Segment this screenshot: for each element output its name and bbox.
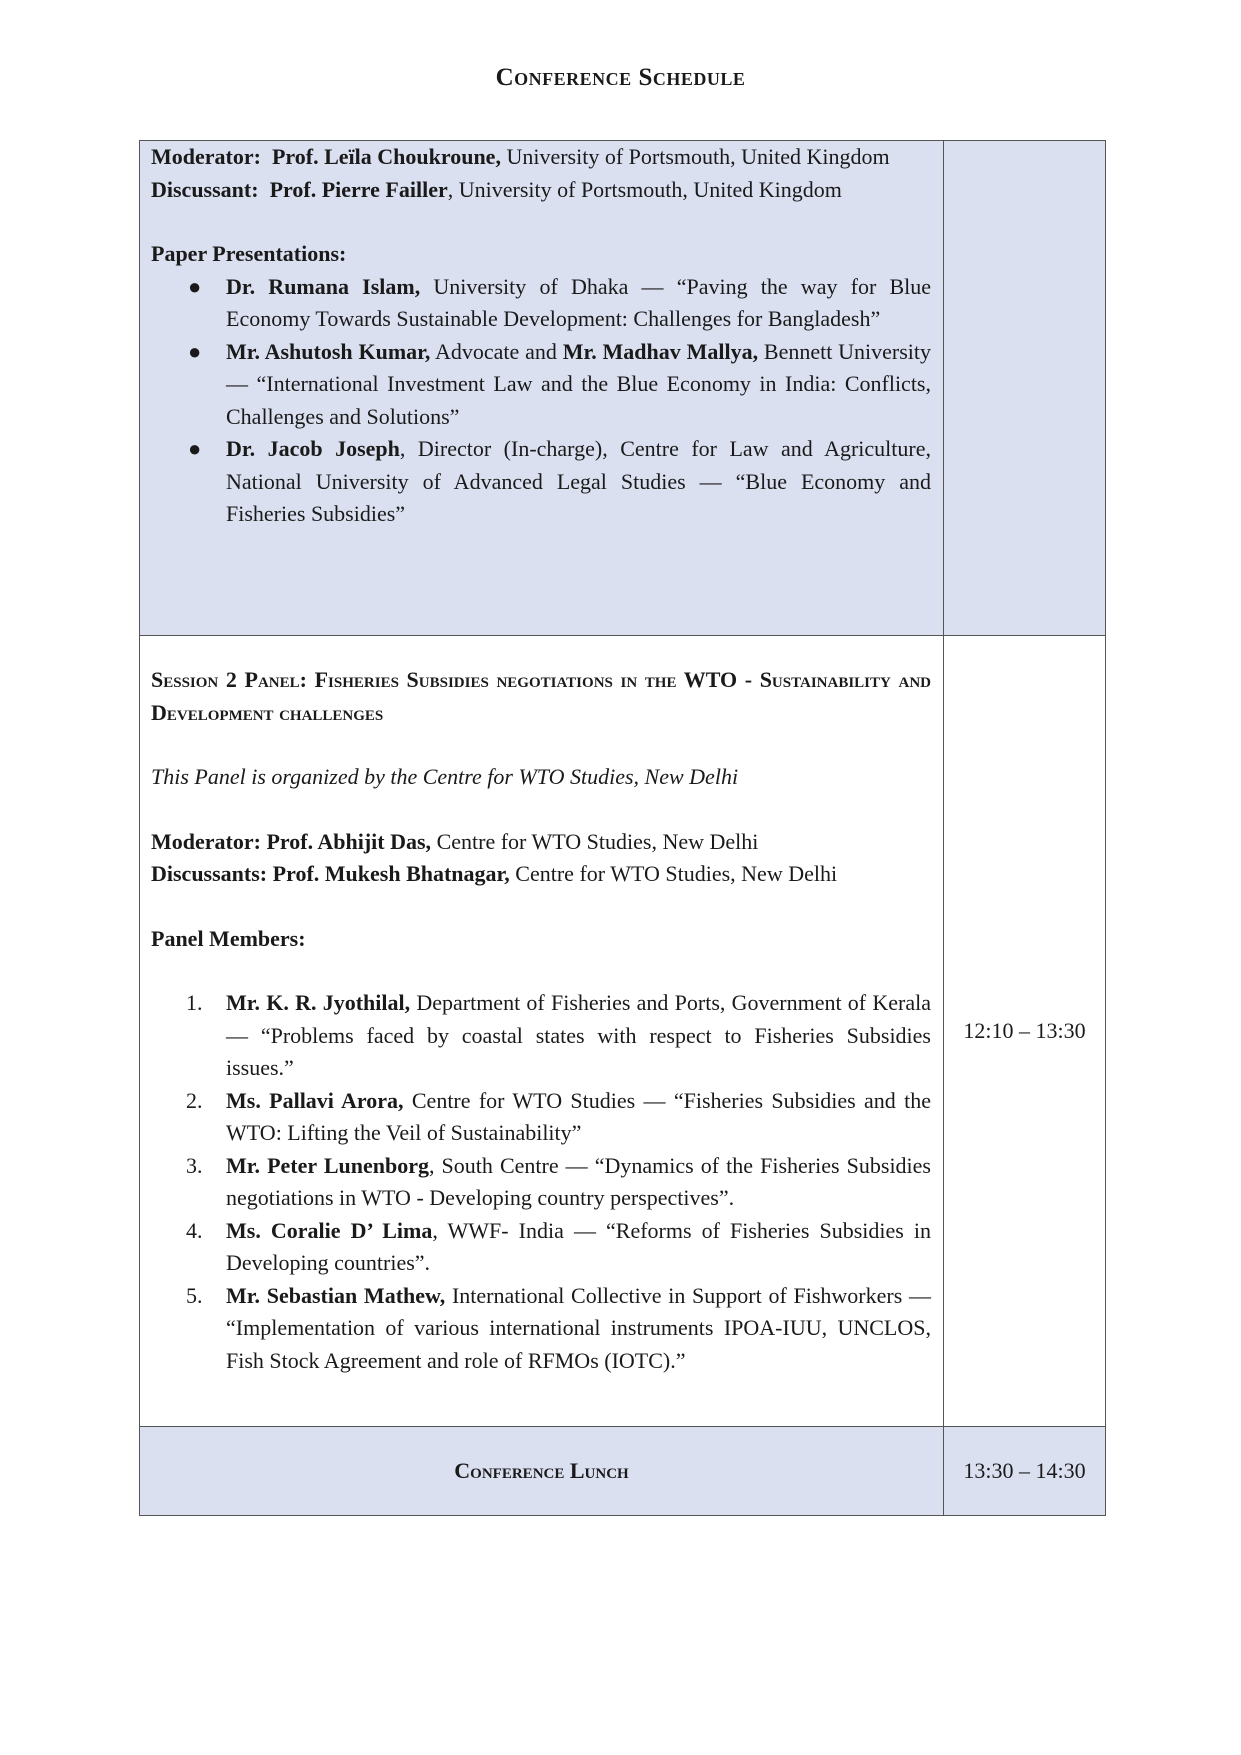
member-details: Centre for WTO Studies — “Fisheries Subsidies and the WTO: Lifting the Veil of Sustainability” [226, 1087, 931, 1145]
panel-member-item [186, 1150, 931, 1215]
item-number: 2. [186, 1087, 203, 1113]
session1-content-cell [140, 141, 944, 636]
paper-item [188, 336, 932, 434]
lunch-label: Conference Lunch [454, 1458, 629, 1483]
moderator-label: Moderator: [151, 828, 261, 854]
member-name: Ms. Pallavi Arora, [226, 1087, 404, 1113]
presenter-name: Dr. Rumana Islam, [226, 273, 421, 299]
member-details: , WWF- India — “Reforms of Fisheries Subsidies in Developing countries”. [226, 1217, 931, 1275]
session2-row [140, 636, 1106, 1427]
moderator-name: Prof. Abhijit Das, [266, 828, 432, 854]
member-details: Department of Fisheries and Ports, Government of Kerala — “Problems faced by coastal states with respect to Fisheries Subsidies issues.” [226, 990, 931, 1080]
presenter-role: Advocate and [435, 338, 557, 364]
paper-details: Bennett University — “International Investment Law and the Blue Economy in India: Conflicts, Challenges and Solutions” [226, 338, 932, 429]
session2-organizer: This Panel is organized by the Centre for WTO Studies, New Delhi [151, 764, 739, 789]
bullet-icon: ● [188, 273, 202, 299]
session1-discussant [151, 174, 931, 207]
panel-member-item [186, 987, 931, 1085]
papers-heading: Paper Presentations: [151, 241, 347, 266]
bullet-icon: ● [188, 436, 202, 461]
lunch-time: 13:30 – 14:30 [944, 1427, 1106, 1516]
session1-row [140, 141, 1106, 636]
session2-time: 12:10 – 13:30 [944, 636, 1106, 1427]
member-name: Mr. Peter Lunenborg [226, 1152, 429, 1178]
member-name: Mr. Sebastian Mathew, [226, 1282, 446, 1308]
session1-time-cell [944, 141, 1106, 636]
moderator-label: Moderator: [151, 144, 261, 169]
schedule-table [139, 140, 1106, 1516]
panel-member-list [151, 987, 931, 1377]
session2-discussants [151, 858, 931, 891]
session1-moderator [151, 141, 931, 174]
moderator-affiliation: University of Portsmouth, United Kingdom [506, 144, 890, 169]
panel-member-item [186, 1215, 931, 1280]
item-number: 1. [186, 990, 203, 1015]
discussants-label: Discussants: [151, 861, 268, 886]
discussants-affiliation: Centre for WTO Studies, New Delhi [515, 861, 838, 886]
panel-member-item [186, 1085, 931, 1150]
paper-details: , Director (In-charge), Centre for Law and Agriculture, National University of Advanced Legal Studies — “Blue Economy and Fisheries Subsidies” [226, 436, 931, 526]
discussant-label: Discussant: [151, 176, 259, 202]
lunch-label-cell [140, 1427, 944, 1516]
item-number: 3. [186, 1152, 203, 1178]
moderator-name: Prof. Leïla Choukroune, [271, 144, 501, 169]
presenter-name-2: Mr. Madhav Mallya, [562, 338, 759, 364]
member-details: International Collective in Support of Fishworkers — “Implementation of various international instruments IPOA-IUU, UNCLOS, Fish Stock Agreement and role of RFMOs (IOTC).” [226, 1282, 932, 1373]
moderator-affiliation: Centre for WTO Studies, New Delhi [436, 828, 759, 854]
item-number: 4. [186, 1217, 203, 1243]
discussant-affiliation: , University of Portsmouth, United Kingdom [447, 176, 842, 202]
presenter-name: Mr. Ashutosh Kumar, [226, 338, 431, 364]
paper-item [188, 271, 931, 336]
paper-list [151, 271, 931, 531]
session2-content-cell [140, 636, 944, 1427]
panel-member-item [186, 1280, 932, 1378]
member-details: , South Centre — “Dynamics of the Fisheries Subsidies negotiations in WTO - Developing country perspectives”. [226, 1152, 931, 1210]
paper-item [188, 433, 931, 531]
discussant-name: Prof. Pierre Failler [269, 176, 448, 202]
page-title: Conference Schedule [495, 64, 746, 91]
members-heading: Panel Members: [151, 925, 306, 951]
presenter-name: Dr. Jacob Joseph [226, 436, 400, 461]
lunch-row [140, 1427, 1106, 1516]
bullet-icon: ● [188, 338, 202, 364]
discussants-name: Prof. Mukesh Bhatnagar, [272, 861, 510, 886]
paper-details: University of Dhaka — “Paving the way for Blue Economy Towards Sustainable Development: Challenges for Bangladesh” [226, 273, 931, 331]
item-number: 5. [186, 1282, 203, 1308]
session2-moderator [151, 826, 931, 859]
member-name: Mr. K. R. Jyothilal, [226, 990, 411, 1015]
session2-title: Session 2 Panel: Fisheries Subsidies negotiations in the WTO - Sustainability and Development challenges [151, 667, 931, 725]
member-name: Ms. Coralie D’ Lima [226, 1217, 433, 1243]
